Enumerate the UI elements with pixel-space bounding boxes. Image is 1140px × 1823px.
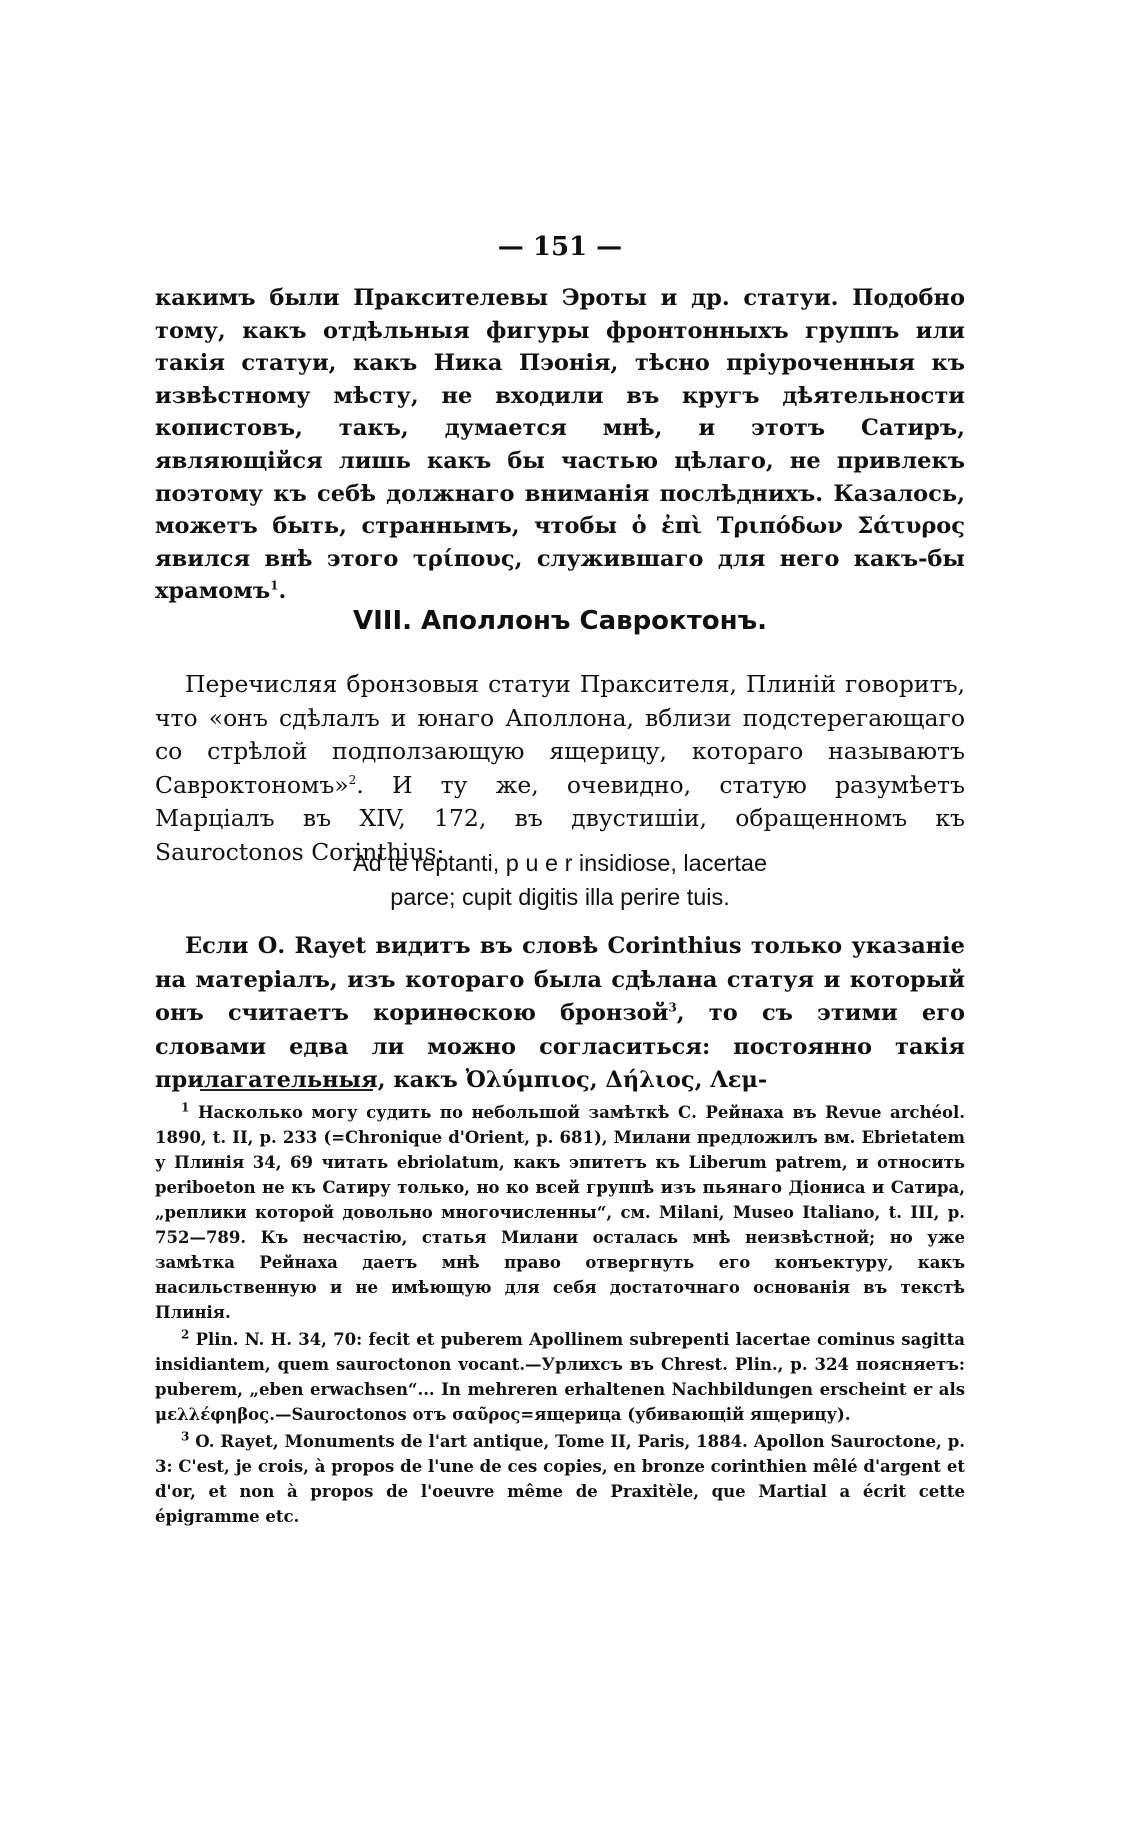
footnote-divider [200, 1089, 373, 1091]
paragraph-pliny [155, 668, 965, 869]
footnote-text: O. Rayet, Monuments de l'art antique, Tome II, Paris, 1884. Apollon Sauroctone, p. 3: C'est, je crois, à propos de l'une de ces copies, en bronze corinthien mêlé d'argent et d'or, et non à propos de l'oeuvre même de Praxitèle, que Martial a écrit cette épigramme etc. [155, 1432, 965, 1526]
footnote-mark: 3 [181, 1429, 190, 1444]
footnote-mark: 2 [181, 1327, 190, 1342]
footnote-mark: 1 [181, 1100, 190, 1115]
footnote-ref-3[interactable]: 3 [668, 1000, 677, 1015]
continued-paragraph-end: . [278, 578, 287, 605]
section-heading: VIII. Аполлонъ Савроктонъ. [352, 606, 768, 636]
footnote-text: Насколько могу судить по небольшой замѣткѣ С. Рейнаха въ Revue archéol. 1890, t. II, p. 233 (=Chronique d'Orient, p. 681), Милани предложилъ вм. Ebrietatem у Плинія 34, 69 читать ebriolatum, какъ эпитетъ къ Liberum patrem, и относить periboeton не къ Сатиру только, но ко всей группѣ изъ пьянаго Діониса и Сатира, „реплики которой довольно многочисленны“, см. Milani, Museo Italiano, t. III, p. 752—789. Къ несчастію, статья Милани осталась мнѣ неизвѣстной; но уже замѣтка Рейнаха даетъ мнѣ право отвергнуть его конъектуру, какъ насильственную и не имѣющую для себя достаточнаго основанія въ текстѣ Плинія. [155, 1103, 965, 1322]
footnote-ref-2[interactable]: 2 [348, 772, 357, 787]
epigram-quote [155, 846, 965, 914]
paragraph-pliny-text-b: . И ту же, очевидно, статую разумѣетъ Марціалъ въ XIV, 172, въ двустишіи, обращенномъ къ Sauroctonos Corinthius: [155, 770, 965, 866]
paragraph-rayet-text-a: Если О. Rayet видитъ въ словѣ Corinthius только указаніе на матеріалъ, изъ котораго была сдѣлана статуя и который онъ считаетъ коринѳскою бронзой [155, 933, 965, 1026]
footnote-2 [155, 1327, 965, 1427]
page-number: — 151 — [497, 232, 623, 262]
continued-paragraph-text: какимъ были Праксителевы Эроты и др. статуи. Подобно тому, какъ отдѣльныя фигуры фронтонныхъ группъ или такія статуи, какъ Ника Пэонія, тѣсно пріуроченныя къ извѣстному мѣсту, не входили въ кругъ дѣятельности копистовъ, такъ, думается мнѣ, и этотъ Сатиръ, являющійся лишь какъ бы частью цѣлаго, не привлекъ поэтому къ себѣ должнаго вниманія послѣднихъ. Казалось, можетъ быть, страннымъ, чтобы ὁ ἐπὶ Τριπόδων Σάτυρος явился внѣ этого τρίπους, служившаго для него какъ-бы храмомъ [155, 285, 965, 605]
epigram-line-2: parce; cupit digitis illa perire tuis. [390, 884, 730, 910]
footnote-1 [155, 1100, 965, 1325]
paragraph-rayet-text-b: , то съ этими его словами едва ли можно согласиться: постоянно такія прилагательныя, какъ Ὀλύμπιος, Δήλιος, Λεμ- [155, 1000, 966, 1093]
paragraph-pliny-text-a: Перечисляя бронзовыя статуи Праксителя, Плиній говоритъ, что «онъ сдѣлалъ и юнаго Аполлона, вблизи подстерегающаго со стрѣлой подползающую ящерицу, котораго называютъ Савроктономъ» [155, 670, 965, 799]
footnote-text: Plin. N. H. 34, 70: fecit et puberem Apollinem subrepenti lacertae cominus sagitta insidiantem, quem sauroctonon vocant.—Урлихсъ въ Chrest. Plin., p. 324 поясняетъ: puberem, „eben erwachsen“... In mehreren erhaltenen Nachbildungen erscheint er als μελλέφηβος.—Sauroctonos отъ σαῦρος=ящерица (убивающій ящерицу). [155, 1330, 965, 1424]
epigram-line-1: Ad te reptanti, p u e r insidiose, lacertae [352, 850, 768, 876]
footnote-ref-1[interactable]: 1 [270, 578, 279, 593]
continued-paragraph [155, 282, 965, 608]
footnotes [155, 1100, 965, 1531]
paragraph-rayet [155, 930, 965, 1098]
footnote-3 [155, 1429, 965, 1529]
